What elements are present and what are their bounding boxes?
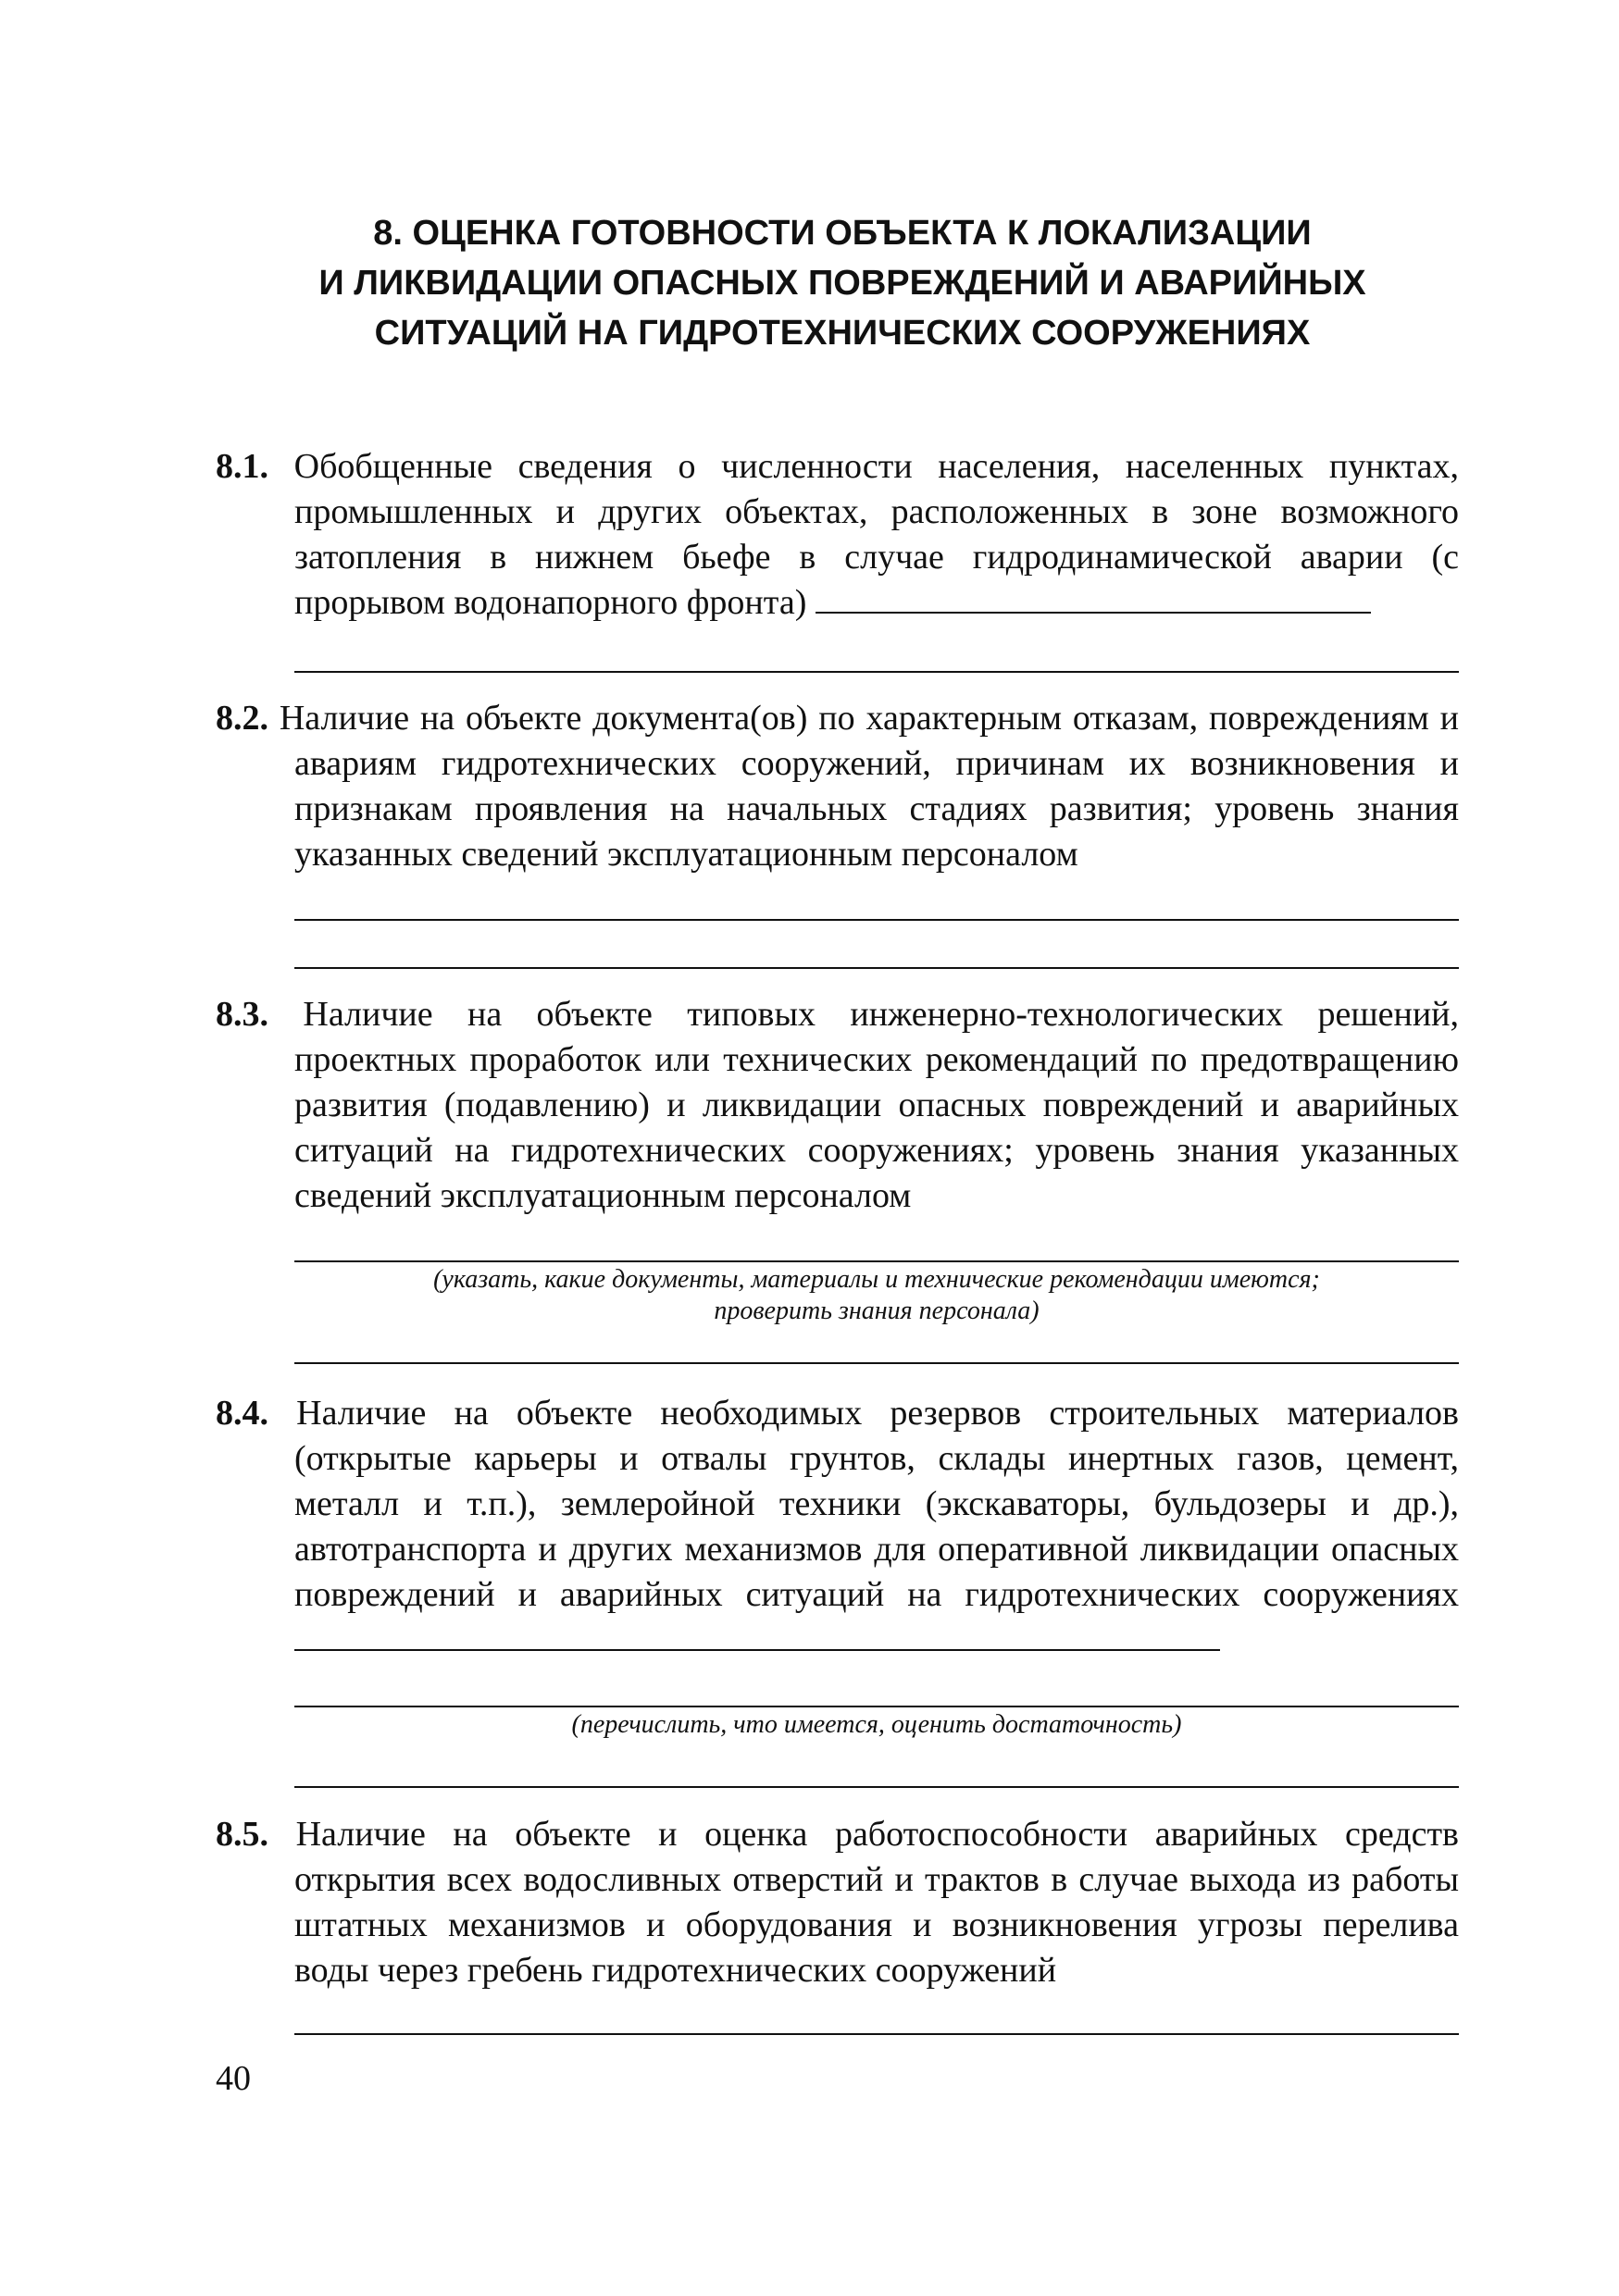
item-8-3 [216, 992, 1459, 1219]
answer-line[interactable] [294, 1648, 1220, 1651]
item-text: Наличие на объекте необходимых резервов строительных материалов (открытые карьеры и отвалы грунтов, склады инертных газов, цемент, металл и т.п.), землеройной техники (экскаваторы, бульдозеры и др.), автотранспорта и других механизмов для оперативной ликвидации опасных повреждений и аварийных ситуаций на гидротехнических сооружениях [294, 1394, 1459, 1614]
item-number: 8.4. [216, 1394, 268, 1433]
instruction-caption: (перечислить, что имеется, оценить достаточность) [571, 1710, 1182, 1739]
caption-line: (указать, какие документы, материалы и технические рекомендации имеются; [433, 1265, 1320, 1294]
section-title-line: И ЛИКВИДАЦИИ ОПАСНЫХ ПОВРЕЖДЕНИЙ И АВАРИЙНЫХ [318, 264, 1366, 303]
answer-line[interactable] [816, 611, 1371, 614]
item-8-5 [216, 1812, 1459, 1993]
item-number: 8.5. [216, 1815, 268, 1854]
item-8-4 [216, 1391, 1459, 1663]
page-number: 40 [216, 2059, 251, 2098]
item-text: Обобщенные сведения о численности населения, населенных пунктах, промышленных и других объектах, расположенных в зоне возможного затопления в нижнем бьефе в случае гидродинамической аварии (с прорывом водонапорного фронта) [293, 447, 1459, 622]
answer-line[interactable] [294, 1786, 1459, 1788]
item-text: Наличие на объекте документа(ов) по характерным отказам, повреждениям и авариям гидротехнических сооружений, причинам их возникновения и признакам проявления на начальных стадиях развития; уровень знания указанных сведений эксплуатационным персоналом [279, 699, 1459, 874]
answer-line[interactable] [294, 671, 1459, 673]
answer-line[interactable] [294, 1260, 1459, 1262]
item-text: Наличие на объекте и оценка работоспособности аварийных средств открытия всех водосливных отверстий и трактов в случае выхода из работы штатных механизмов и оборудования и возникновения угрозы перелива воды через гребень гидротехнических сооружений [294, 1815, 1459, 1990]
answer-line[interactable] [294, 1706, 1459, 1707]
item-number: 8.3. [216, 995, 268, 1034]
answer-line[interactable] [294, 967, 1459, 969]
item-8-1 [216, 444, 1459, 626]
answer-line[interactable] [294, 919, 1459, 921]
section-title-line: СИТУАЦИЙ НА ГИДРОТЕХНИЧЕСКИХ СООРУЖЕНИЯХ [374, 314, 1311, 353]
caption-line: проверить знания персонала) [714, 1297, 1040, 1325]
instruction-caption [294, 1264, 1459, 1327]
item-number: 8.1. [216, 447, 268, 486]
section-title-line: 8. ОЦЕНКА ГОТОВНОСТИ ОБЪЕКТА К ЛОКАЛИЗАЦИИ [373, 214, 1312, 253]
answer-line[interactable] [294, 1362, 1459, 1364]
answer-line[interactable] [294, 2033, 1459, 2035]
item-number: 8.2. [216, 699, 268, 738]
item-8-2 [216, 696, 1459, 877]
section-title [222, 208, 1463, 358]
item-text: Наличие на объекте типовых инженерно-технологических решений, проектных проработок или технических рекомендаций по предотвращению развития (подавлению) и ликвидации опасных повреждений и аварийных ситуаций на гидротехнических сооружениях; уровень знания указанных сведений эксплуатационным персоналом [294, 995, 1460, 1215]
